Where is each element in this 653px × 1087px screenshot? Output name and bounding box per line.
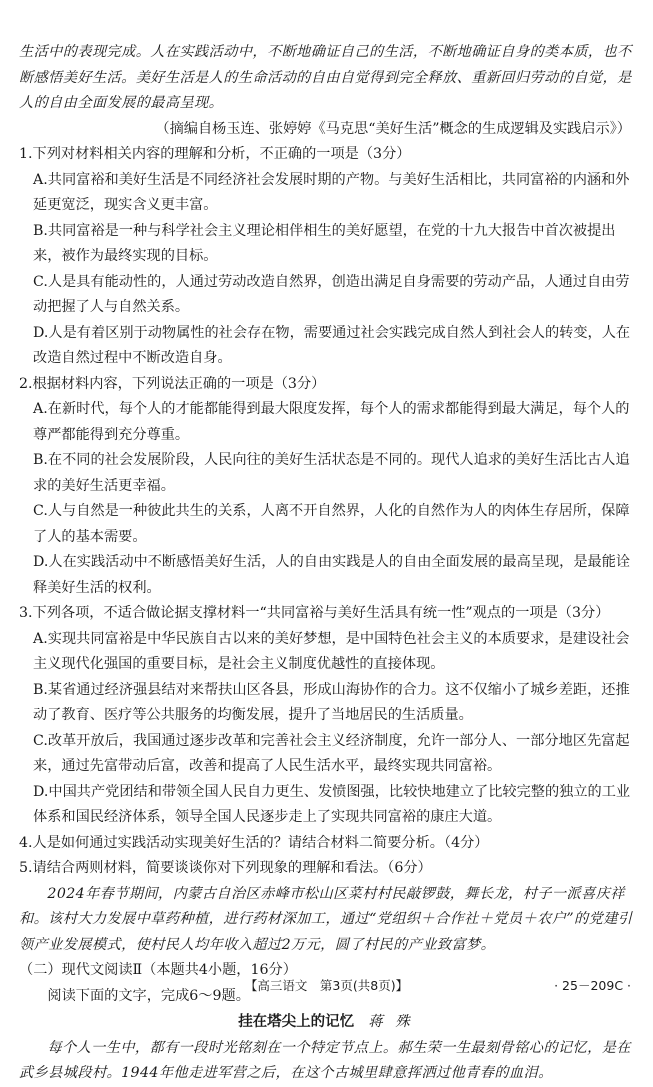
option-b: B.在不同的社会发展阶段，人民向往的美好生活状态是不同的。现代人追求的美好生活比古人追求的美好生活更幸福。 bbox=[33, 452, 630, 494]
option-d: D.人是有着区别于动物属性的社会存在物，需要通过社会实践完成自然人到社会人的转变，人在改造自然过程中不断改造自身。 bbox=[33, 324, 631, 366]
question-stem: 1.下列对材料相关内容的理解和分析，不正确的一项是（3分） bbox=[19, 146, 411, 162]
question-5-stem: 5.请结合两则材料，简要谈谈你对下列现象的理解和看法。（6分） bbox=[19, 860, 432, 876]
question-stem: 2.根据材料内容，下列说法正确的一项是（3分） bbox=[19, 375, 326, 392]
question-5-passage: 2024年春节期间，内蒙古自治区赤峰市松山区菜村村民敲锣鼓，舞长龙，村子一派喜庆祥和。该村大力发展中草药种植，进行药材深加工，通过“党组织＋合作社＋党员＋农户”的党建引领产业发展模式，使村民人均年收入超过2万元，圆了村民的产业致富梦。 bbox=[19, 885, 633, 953]
material-tail-paragraph: 生活中的表现完成。人在实践活动中，不断地确证自己的生活，不断地确证自身的类本质，也不断感悟美好生活。美好生活是人的生命活动的自由自觉得到完全释放、重新回归劳动的自觉，是人的自由全面发展的最高呈现。 bbox=[19, 44, 632, 111]
reading-instruction: 阅读下面的文字，完成6～9题。 bbox=[47, 987, 250, 1004]
option-a: A.实现共同富裕是中华民族自古以来的美好梦想，是中国特色社会主义的本质要求，是建设社会主义现代化强国的重要目标，是社会主义制度优越性的直接体现。 bbox=[33, 630, 630, 672]
section-heading: （二）现代文阅读Ⅱ（本题共4小题，16分） bbox=[19, 962, 297, 978]
article-title-line bbox=[19, 1010, 633, 1036]
option-c: C.人是具有能动性的，人通过劳动改造自然界，创造出满足自身需要的劳动产品，人通过自由劳动把握了人与自然关系。 bbox=[33, 273, 630, 315]
option-d: D.人在实践活动中不断感悟美好生活，人的自由实践是人的自由全面发展的最高呈现，是最能诠释美好生活的权利。 bbox=[33, 554, 631, 596]
question-4-stem: 4.人是如何通过实践活动实现美好生活的？请结合材料二简要分析。（4分） bbox=[19, 834, 489, 851]
option-b: B.某省通过经济强县结对来帮扶山区各县，形成山海协作的合力。这不仅缩小了城乡差距，还推动了教育、医疗等公共服务的均衡发展，提升了当地居民的生活质量。 bbox=[33, 681, 630, 723]
question-stem: 3.下列各项，不适合做论据支撑材料一“共同富裕与美好生活具有统一性”观点的一项是（3分） bbox=[19, 605, 610, 621]
article-title: 挂在塔尖上的记忆 bbox=[238, 1014, 355, 1030]
material-source: （摘编自杨玉连、张婷婷《马克思“美好生活”概念的生成逻辑及实践启示》） bbox=[155, 120, 631, 137]
article-author: 蒋 殊 bbox=[368, 1014, 414, 1030]
question-2 bbox=[19, 372, 633, 602]
option-c: C.人与自然是一种彼此共生的关系，人离不开自然界，人化的自然作为人的肉体生存居所，保障了人的基本需要。 bbox=[33, 503, 630, 545]
option-b: B.共同富裕是一种与科学社会主义理论相伴相生的美好愿望，在党的十九大报告中首次被提出来，被作为最终实现的目标。 bbox=[33, 222, 616, 264]
page-number-label: 【高三语文 第3页(共8页)】 bbox=[244, 978, 409, 993]
question-3 bbox=[19, 601, 633, 831]
option-d: D.中国共产党团结和带领全国人民自力更生、发愤图强，比较快地建立了比较完整的独立的工业体系和国民经济体系，领导全国人民逐步走上了实现共同富裕的康庄大道。 bbox=[33, 783, 631, 825]
article-opening-paragraph: 每个人一生中，都有一段时光铭刻在一个特定节点上。郝生荣一生最刻骨铭心的记忆，是在武乡县城段村。1944年他走进军营之后，在这个古城里肆意挥洒过他青春的血泪。 bbox=[19, 1039, 631, 1081]
paper-code: · 25－209C · bbox=[554, 978, 631, 993]
question-1 bbox=[19, 142, 633, 372]
option-c: C.改革开放后，我国通过逐步改革和完善社会主义经济制度，允许一部分人、一部分地区先富起来，通过先富带动后富，改善和提高了人民生活水平，最终实现共同富裕。 bbox=[33, 732, 630, 774]
option-a: A.在新时代，每个人的才能都能得到最大限度发挥，每个人的需求都能得到最大满足，每个人的尊严都能得到充分尊重。 bbox=[33, 401, 630, 443]
option-a: A.共同富裕和美好生活是不同经济社会发展时期的产物。与美好生活相比，共同富裕的内涵和外延更宽泛，现实含义更丰富。 bbox=[33, 171, 630, 213]
